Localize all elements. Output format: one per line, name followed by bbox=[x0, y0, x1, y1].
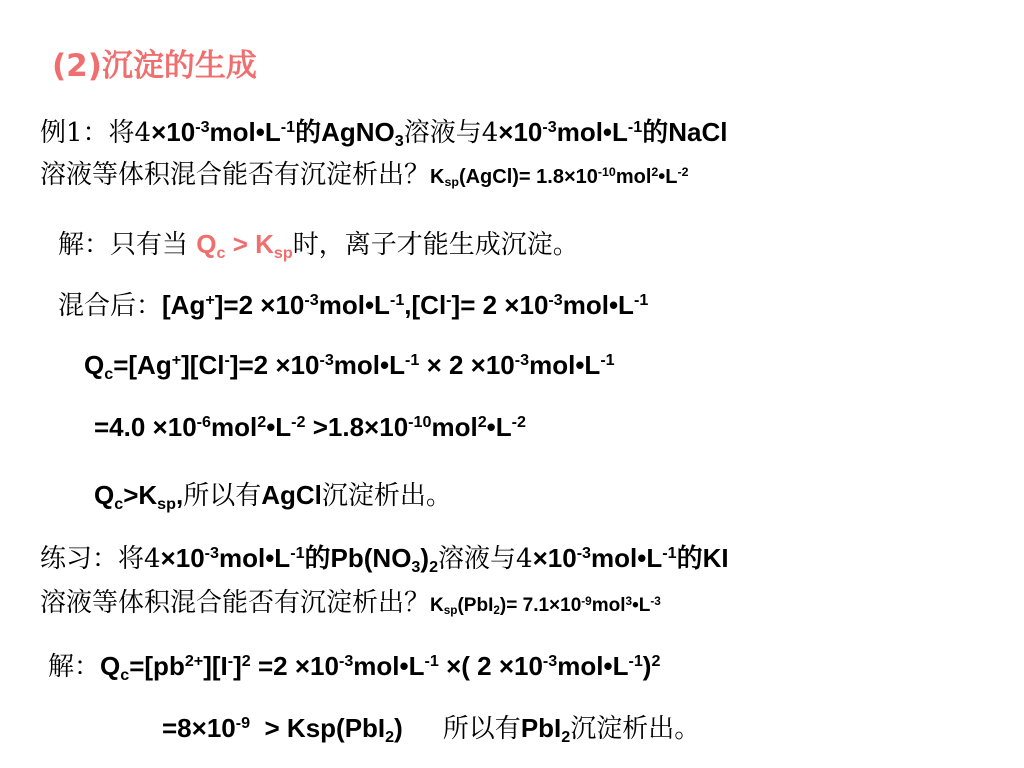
superscript: -3 bbox=[304, 291, 319, 310]
superscript: -2 bbox=[677, 165, 689, 180]
superscript: 2+ bbox=[184, 652, 204, 671]
text: =2 ×10 bbox=[250, 651, 339, 681]
subscript: sp bbox=[157, 494, 176, 513]
subscript: c bbox=[114, 494, 124, 513]
solution-line-3 bbox=[84, 350, 615, 381]
text: ×10 bbox=[151, 117, 196, 147]
text: mol•L bbox=[218, 543, 291, 573]
superscript: -3 bbox=[514, 351, 530, 370]
superscript: -3 bbox=[204, 544, 219, 563]
subscript: c bbox=[104, 364, 114, 383]
superscript: -1 bbox=[290, 544, 305, 563]
superscript: - bbox=[446, 291, 452, 310]
subscript: c bbox=[216, 243, 226, 262]
subscript: 3 bbox=[394, 131, 404, 150]
superscript: -10 bbox=[408, 413, 432, 432]
text: •L bbox=[266, 412, 292, 442]
subscript: 3 bbox=[411, 557, 421, 576]
superscript: - bbox=[227, 652, 234, 671]
subscript: 2 bbox=[385, 727, 395, 746]
text: > Ksp(PbI bbox=[250, 713, 386, 743]
superscript: -2 bbox=[511, 413, 526, 432]
text: mol•L bbox=[318, 290, 390, 320]
practice-line-1 bbox=[40, 538, 729, 575]
superscript: -1 bbox=[627, 118, 643, 137]
text: 溶液等体积混合能否有沉淀析出？ bbox=[40, 588, 431, 618]
superscript: -1 bbox=[424, 652, 439, 671]
text: mol•L bbox=[562, 290, 634, 320]
text: mol•L bbox=[209, 117, 281, 147]
text: K bbox=[430, 166, 445, 188]
section-title: (2)沉淀的生成 bbox=[52, 48, 257, 84]
text: AgCl bbox=[261, 480, 322, 510]
example-line-2 bbox=[40, 154, 689, 191]
superscript: -1 bbox=[633, 291, 649, 310]
text: 时，离子才能生成沉淀。 bbox=[292, 230, 579, 260]
text: 例1：将4 bbox=[40, 118, 152, 148]
text: =8×10 bbox=[162, 713, 236, 743]
superscript: -1 bbox=[600, 351, 615, 370]
text: ] bbox=[233, 651, 242, 681]
superscript: -3 bbox=[650, 594, 661, 608]
text: 沉淀析出。 bbox=[570, 714, 701, 744]
text: 溶液与4 bbox=[403, 118, 499, 148]
subscript: 2 bbox=[561, 727, 571, 746]
solution-line-4 bbox=[94, 412, 526, 443]
text: ) bbox=[420, 543, 430, 573]
text: 解： bbox=[48, 652, 101, 682]
superscript: + bbox=[205, 291, 215, 310]
text: •L bbox=[658, 166, 678, 188]
solution-line-1 bbox=[58, 224, 579, 261]
text: •L bbox=[632, 595, 651, 616]
text: Q bbox=[94, 480, 115, 510]
text: (AgCl)= 1.8×10 bbox=[458, 166, 598, 188]
text: =[pb bbox=[129, 651, 185, 681]
text: mol•L bbox=[591, 543, 663, 573]
text: •L bbox=[486, 412, 512, 442]
subscript: c bbox=[120, 665, 130, 684]
text: ×10 bbox=[160, 543, 205, 573]
superscript: -3 bbox=[319, 351, 334, 370]
text: mol•L bbox=[556, 117, 628, 147]
text: )= 7.1×10 bbox=[499, 595, 582, 616]
text: 的NaCl bbox=[642, 117, 728, 147]
text: 溶液与4 bbox=[438, 544, 533, 574]
text: =[Ag bbox=[113, 350, 172, 380]
text: mol•L bbox=[557, 651, 629, 681]
text: ,[Cl bbox=[404, 290, 447, 320]
superscript: -3 bbox=[338, 652, 354, 671]
text: Q bbox=[196, 229, 217, 259]
text: mol bbox=[591, 595, 626, 616]
superscript: -3 bbox=[195, 118, 210, 137]
superscript: -3 bbox=[576, 544, 592, 563]
subscript: 2 bbox=[493, 604, 500, 618]
superscript: -9 bbox=[235, 714, 251, 733]
answer-line-2 bbox=[162, 708, 700, 745]
text: K bbox=[430, 595, 444, 616]
solution-line-2 bbox=[58, 285, 648, 322]
text: ×10 bbox=[498, 117, 543, 147]
superscript: 2 bbox=[477, 413, 487, 432]
superscript: -1 bbox=[389, 291, 405, 310]
text: Q bbox=[84, 350, 105, 380]
text: mol bbox=[431, 412, 478, 442]
superscript: 2 bbox=[651, 652, 661, 671]
text: 的KI bbox=[676, 543, 729, 573]
subscript: 2 bbox=[429, 557, 439, 576]
text: ]=2 ×10 bbox=[214, 290, 305, 320]
text: 溶液等体积混合能否有沉淀析出？ bbox=[40, 160, 431, 190]
text: Q bbox=[100, 651, 121, 681]
text: PbI bbox=[520, 713, 562, 743]
superscript: 2 bbox=[257, 413, 267, 432]
example-line-1 bbox=[40, 112, 728, 149]
text: mol bbox=[615, 166, 652, 188]
text: ][Cl bbox=[181, 350, 225, 380]
text: ]= 2 ×10 bbox=[451, 290, 549, 320]
superscript: -1 bbox=[628, 652, 643, 671]
text: ][I bbox=[203, 651, 228, 681]
superscript: -2 bbox=[291, 413, 306, 432]
text: 所以有 bbox=[442, 714, 521, 744]
text: , bbox=[175, 480, 184, 510]
text: 所以有 bbox=[183, 481, 262, 511]
text: ) bbox=[642, 651, 652, 681]
subscript: sp bbox=[444, 175, 459, 190]
superscript: - bbox=[224, 351, 230, 370]
superscript: -1 bbox=[405, 351, 420, 370]
text: ]=2 ×10 bbox=[229, 350, 320, 380]
text: 解：只有当 bbox=[58, 230, 197, 260]
text: mol•L bbox=[353, 651, 425, 681]
text: [Ag bbox=[162, 290, 206, 320]
subscript: sp bbox=[273, 243, 293, 262]
superscript: -6 bbox=[196, 413, 211, 432]
text: × 2 ×10 bbox=[419, 350, 515, 380]
superscript: -1 bbox=[280, 118, 296, 137]
text: 沉淀析出。 bbox=[321, 481, 452, 511]
text: mol•L bbox=[333, 350, 406, 380]
superscript: + bbox=[171, 351, 182, 370]
text: ) bbox=[394, 713, 403, 743]
superscript: -9 bbox=[581, 594, 592, 608]
superscript: 3 bbox=[625, 594, 633, 608]
text: > K bbox=[225, 229, 274, 259]
superscript: -3 bbox=[548, 291, 563, 310]
superscript: -3 bbox=[542, 118, 557, 137]
text: mol•L bbox=[529, 350, 601, 380]
text: >K bbox=[123, 480, 158, 510]
practice-line-2 bbox=[40, 582, 661, 619]
text: 混合后： bbox=[58, 291, 163, 321]
superscript: -3 bbox=[542, 652, 558, 671]
text: 练习：将4 bbox=[40, 544, 161, 574]
superscript: 2 bbox=[651, 165, 659, 180]
text: mol bbox=[210, 412, 258, 442]
answer-line-1 bbox=[48, 646, 660, 683]
subscript: sp bbox=[443, 604, 458, 618]
text: =4.0 ×10 bbox=[94, 412, 197, 442]
solution-line-5 bbox=[94, 475, 452, 512]
text: ×( 2 ×10 bbox=[438, 651, 543, 681]
superscript: 2 bbox=[241, 652, 251, 671]
text: >1.8×10 bbox=[305, 412, 409, 442]
superscript: -1 bbox=[662, 544, 677, 563]
text: 的AgNO bbox=[295, 117, 395, 147]
text: 的Pb(NO bbox=[304, 543, 412, 573]
text: (PbI bbox=[457, 595, 494, 616]
superscript: -10 bbox=[597, 165, 616, 180]
text: ×10 bbox=[532, 543, 577, 573]
